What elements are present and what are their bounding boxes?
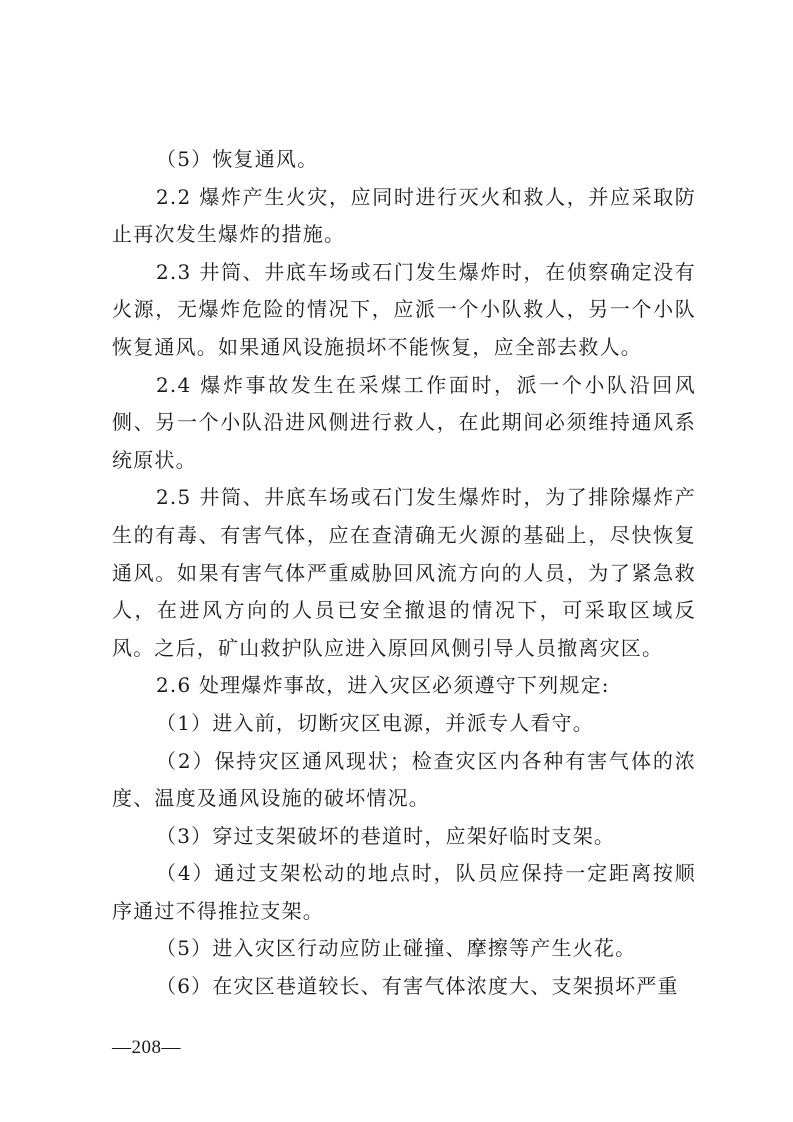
paragraph-2-4: 2.4 爆炸事故发生在采煤工作面时，派一个小队沿回风侧、另一个小队沿进风侧进行救人，在此期间必须维持通风系统原状。 <box>112 372 696 472</box>
paragraph-2-5: 2.5 井筒、井底车场或石门发生爆炸时，为了排除爆炸产生的有毒、有害气体，应在查清确无火源的基础上，尽快恢复通风。如果有害气体严重威胁回风流方向的人员，为了紧急救人，在进风方向的人员已安全撤退的情况下，可采取区域反风。之后，矿山救护队应进入原回风侧引导人员撤离灾区。 <box>112 485 696 660</box>
list-item-5: （5）进入灾区行动应防止碰撞、摩擦等产生火花。 <box>156 936 637 961</box>
paragraph-2-2: 2.2 爆炸产生火灾，应同时进行灭火和救人，并应采取防止再次发生爆炸的措施。 <box>112 184 696 247</box>
list-item-3: （3）穿过支架破坏的巷道时，应架好临时支架。 <box>156 823 616 848</box>
paragraph-restore-ventilation: （5）恢复通风。 <box>156 147 319 171</box>
paragraph-2-3: 2.3 井筒、井底车场或石门发生爆炸时，在侦察确定没有火源，无爆炸危险的情况下，应派一个小队救人，另一个小队恢复通风。如果通风设施损坏不能恢复，应全部去救人。 <box>112 259 696 359</box>
list-item-1: （1）进入前，切断灾区电源，并派专人看守。 <box>156 710 594 735</box>
body-text <box>112 141 696 1006</box>
list-item-2: （2）保持灾区通风现状；检查灾区内各种有害气体的浓度、温度及通风设施的破坏情况。 <box>112 748 696 811</box>
paragraph-2-6: 2.6 处理爆炸事故，进入灾区必须遵守下列规定: <box>156 673 610 698</box>
list-item-4: （4）通过支架松动的地点时，队员应保持一定距离按顺序通过不得推拉支架。 <box>112 861 696 923</box>
page-number: —208— <box>112 1037 181 1058</box>
list-item-6: （6）在灾区巷道较长、有害气体浓度大、支架损坏严重 <box>156 974 679 999</box>
